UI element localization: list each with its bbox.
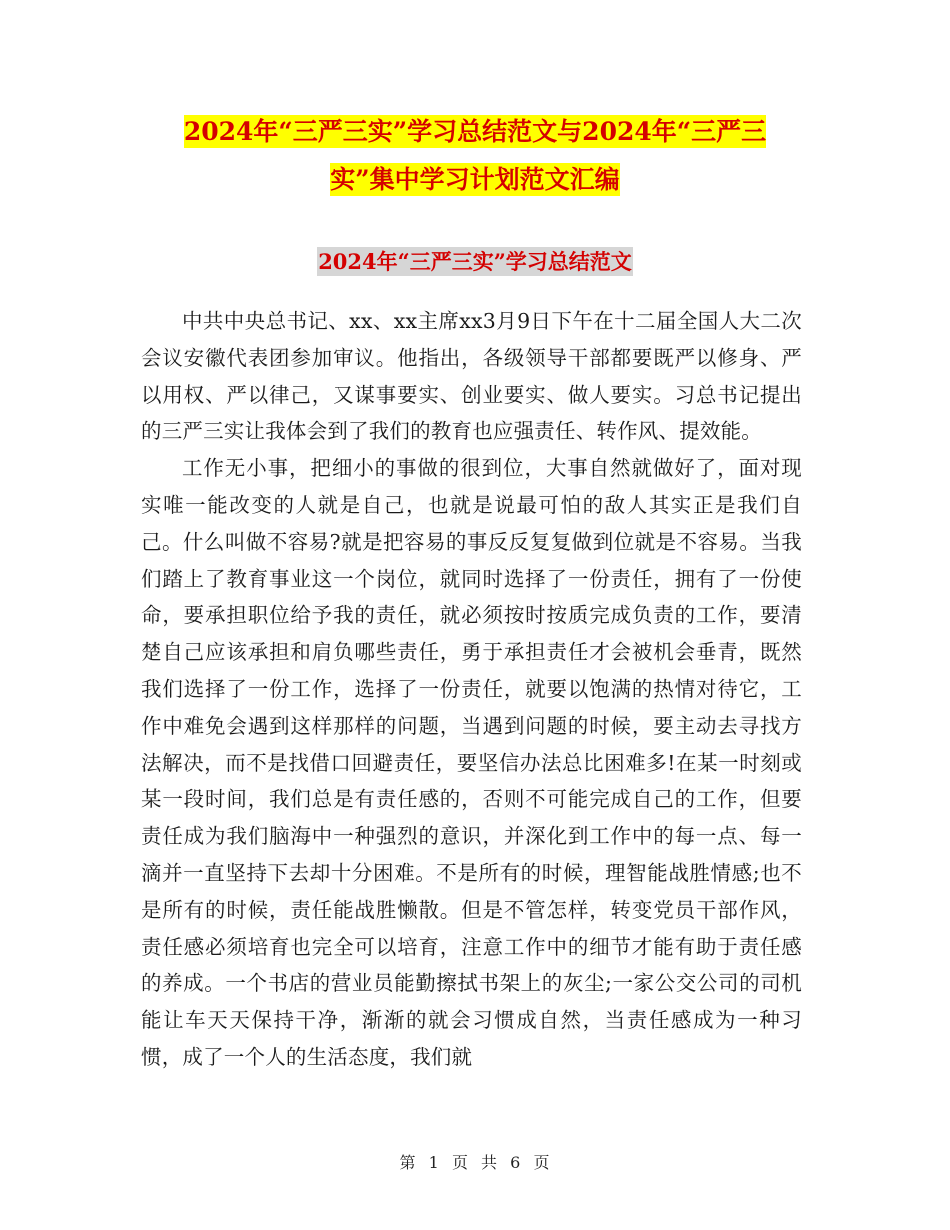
footer-total-word: 共 <box>481 1153 499 1172</box>
footer-page-number: 1 <box>428 1153 440 1172</box>
document-title <box>140 108 810 204</box>
section-heading <box>140 245 810 279</box>
page-footer <box>0 1150 950 1173</box>
footer-total-pages: 6 <box>510 1153 522 1172</box>
body-paragraph: 中共中央总书记、xx、xx主席xx3月9日下午在十二届全国人大二次会议安徽代表团参加审议。他指出，各级领导干部都要既严以修身、严以用权、严以律己，又谋事要实、创业要实、做人要实。习总书记提出的三严三实让我体会到了我们的教育也应强责任、转作风、提效能。 <box>141 309 802 444</box>
document-title-line-1: 2024年“三严三实”学习总结范文与2024年“三严三 <box>183 117 767 146</box>
document-title-line-2: 实”集中学习计划范文汇编 <box>330 165 620 194</box>
footer-prefix: 第 <box>399 1153 417 1172</box>
footer-page-word: 页 <box>451 1153 469 1172</box>
section-heading-text: 2024年“三严三实”学习总结范文 <box>318 249 632 274</box>
body-paragraph: 工作无小事，把细小的事做的很到位，大事自然就做好了，面对现实唯一能改变的人就是自己，也就是说最可怕的敌人其实正是我们自己。什么叫做不容易?就是把容易的事反反复复做到位就是不容易。当我们踏上了教育事业这一个岗位，就同时选择了一份责任，拥有了一份使命，要承担职位给予我的责任，就必须按时按质完成负责的工作，要清楚自己应该承担和肩负哪些责任，勇于承担责任才会被机会垂青，既然我们选择了一份工作，选择了一份责任，就要以饱满的热情对待它，工作中难免会遇到这样那样的问题，当遇到问题的时候，要主动去寻找方法解决，而不是找借口回避责任，要坚信办法总比困难多!在某一时刻或某一段时间，我们总是有责任感的，否则不可能完成自己的工作，但要责任成为我们脑海中一种强烈的意识，并深化到工作中的每一点、每一滴并一直坚持下去却十分困难。不是所有的时候，理智能战胜情感;也不是所有的时候，责任能战胜懒散。但是不管怎样，转变党员干部作风，责任感必须培育也完全可以培育，注意工作中的细节才能有助于责任感的养成。一个书店的营业员能勤擦拭书架上的灰尘;一家公交公司的司机能让车天天保持干净，渐渐的就会习惯成自然，当责任感成为一种习惯，成了一个人的生活态度，我们就 <box>141 456 802 1069</box>
footer-suffix: 页 <box>533 1153 551 1172</box>
document-body <box>141 303 802 1076</box>
